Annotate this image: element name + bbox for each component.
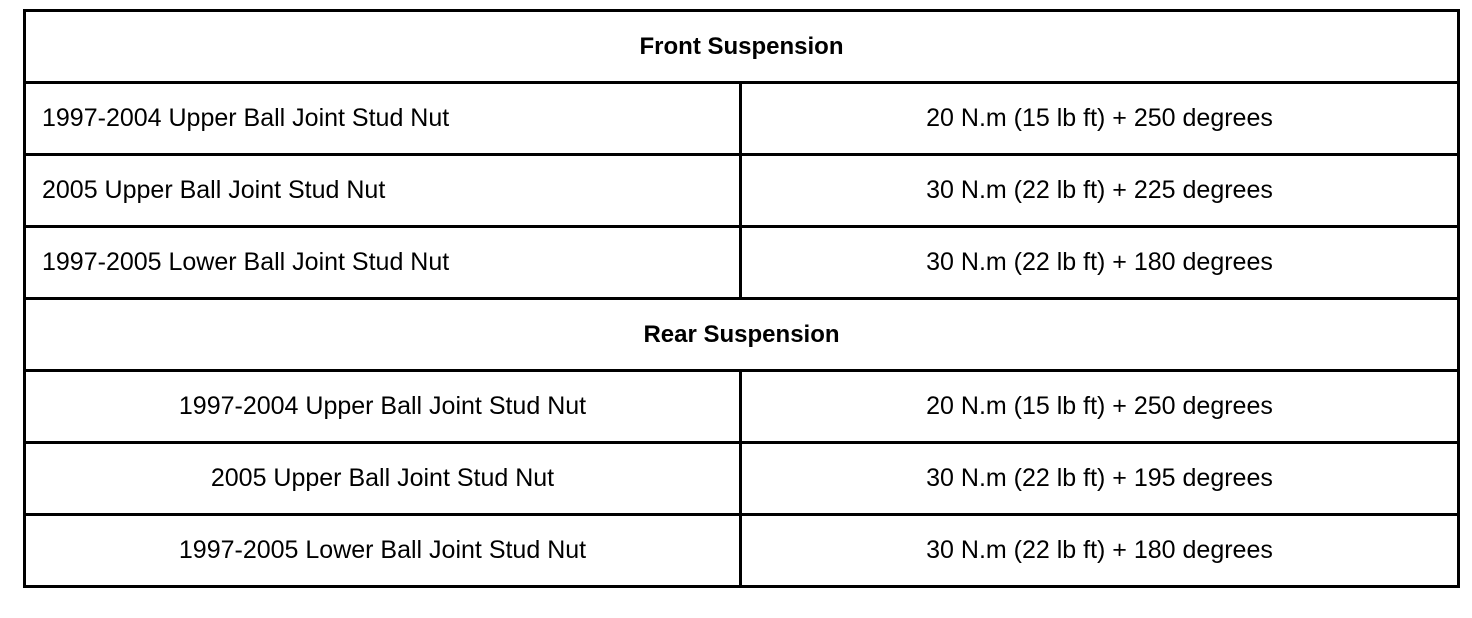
torque-cell: 30 N.m (22 lb ft) + 180 degrees (741, 227, 1459, 299)
section-header-row (25, 11, 1459, 83)
component-cell: 1997-2005 Lower Ball Joint Stud Nut (25, 515, 741, 587)
section-title-front: Front Suspension (25, 11, 1459, 83)
torque-cell: 30 N.m (22 lb ft) + 195 degrees (741, 443, 1459, 515)
component-cell: 1997-2005 Lower Ball Joint Stud Nut (25, 227, 741, 299)
torque-cell: 30 N.m (22 lb ft) + 225 degrees (741, 155, 1459, 227)
table-row (25, 371, 1459, 443)
table-row (25, 227, 1459, 299)
table-row (25, 515, 1459, 587)
component-cell: 1997-2004 Upper Ball Joint Stud Nut (25, 371, 741, 443)
table-row (25, 443, 1459, 515)
table-row (25, 83, 1459, 155)
torque-cell: 20 N.m (15 lb ft) + 250 degrees (741, 83, 1459, 155)
component-cell: 2005 Upper Ball Joint Stud Nut (25, 155, 741, 227)
torque-spec-table (23, 9, 1460, 588)
component-cell: 2005 Upper Ball Joint Stud Nut (25, 443, 741, 515)
table-row (25, 155, 1459, 227)
torque-cell: 30 N.m (22 lb ft) + 180 degrees (741, 515, 1459, 587)
section-title-rear: Rear Suspension (25, 299, 1459, 371)
section-header-row (25, 299, 1459, 371)
torque-cell: 20 N.m (15 lb ft) + 250 degrees (741, 371, 1459, 443)
component-cell: 1997-2004 Upper Ball Joint Stud Nut (25, 83, 741, 155)
